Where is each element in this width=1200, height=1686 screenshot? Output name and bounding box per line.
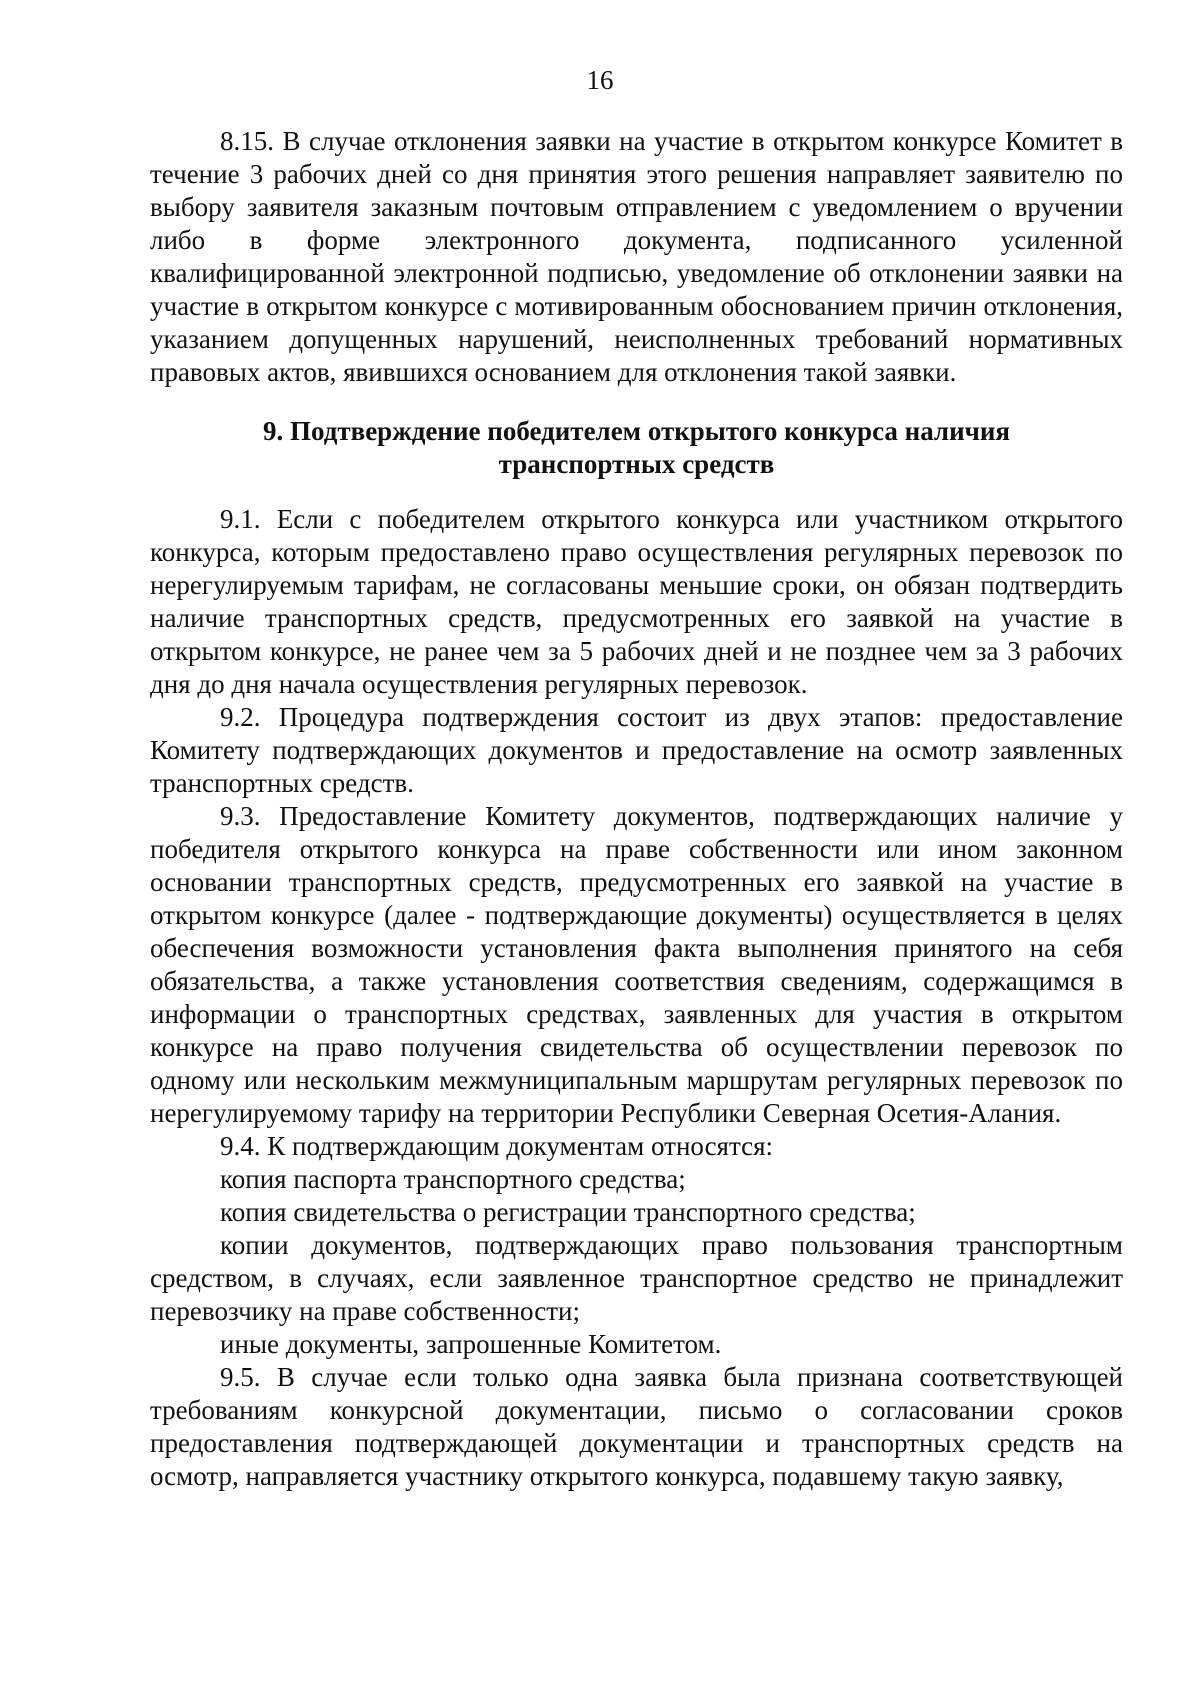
paragraph-8-15: 8.15. В случае отклонения заявки на участие в открытом конкурсе Комитет в течение 3 рабочих дней со дня принятия этого решения направляет заявителю по выбору заявителя заказным почтовым отправлением с уведомлением о вручении либо в форме электронного документа, подписанного усиленной квалифицированной электронной подписью, уведомление об отклонении заявки на участие в открытом конкурсе с мотивированным обоснованием причин отклонения, указанием допущенных нарушений, неисполненных требований нормативных правовых актов, явившихся основанием для отклонения такой заявки.	[150, 126, 1123, 387]
list-item-passport-copy: копия паспорта транспортного средства;	[220, 1164, 686, 1194]
section-9-heading	[150, 415, 1123, 481]
list-item-other-documents: иные документы, запрошенные Комитетом.	[220, 1329, 722, 1359]
list-item-registration-copy: копия свидетельства о регистрации транспортного средства;	[220, 1197, 916, 1227]
paragraph-9-5: 9.5. В случае если только одна заявка была признана соответствующей требованиям конкурсной документации, письмо о согласовании сроков предоставления подтверждающей документации и транспортных средств на осмотр, направляется участнику открытого конкурса, подавшему такую заявку,	[150, 1362, 1123, 1491]
paragraph-9-3: 9.3. Предоставление Комитету документов, подтверждающих наличие у победителя открытого конкурса на праве собственности или ином законном основании транспортных средств, предусмотренных его заявкой на участие в открытом конкурсе (далее - подтверждающие документы) осуществляется в целях обеспечения возможности установления факта выполнения принятого на себя обязательства, а также установления соответствия сведениям, содержащимся в информации о транспортных средствах, заявленных для участия в открытом конкурсе на право получения свидетельства об осуществлении перевозок по одному или нескольким межмуниципальным маршрутам регулярных перевозок по нерегулируемому тарифу на территории Республики Северная Осетия-Алания.	[150, 801, 1123, 1128]
section-9-heading-line-1: 9. Подтверждение победителем открытого конкурса наличия	[262, 416, 1011, 446]
paragraph-9-2: 9.2. Процедура подтверждения состоит из двух этапов: предоставление Комитету подтверждающих документов и предоставление на осмотр заявленных транспортных средств.	[150, 702, 1123, 798]
paragraph-9-4: 9.4. К подтверждающим документам относятся:	[220, 1131, 773, 1161]
document-body	[150, 125, 1123, 1493]
section-9-heading-line-2: транспортных средств	[498, 449, 775, 479]
page-number: 16	[586, 65, 614, 95]
list-item-usage-rights-copies: копии документов, подтверждающих право пользования транспортным средством, в случаях, если заявленное транспортное средство не принадлежит перевозчику на праве собственности;	[150, 1230, 1123, 1326]
paragraph-9-1: 9.1. Если с победителем открытого конкурса или участником открытого конкурса, которым предоставлено право осуществления регулярных перевозок по нерегулируемым тарифам, не согласованы меньшие сроки, он обязан подтвердить наличие транспортных средств, предусмотренных его заявкой на участие в открытом конкурсе, не ранее чем за 5 рабочих дней и не позднее чем за 3 рабочих дня до дня начала осуществления регулярных перевозок.	[150, 504, 1123, 699]
